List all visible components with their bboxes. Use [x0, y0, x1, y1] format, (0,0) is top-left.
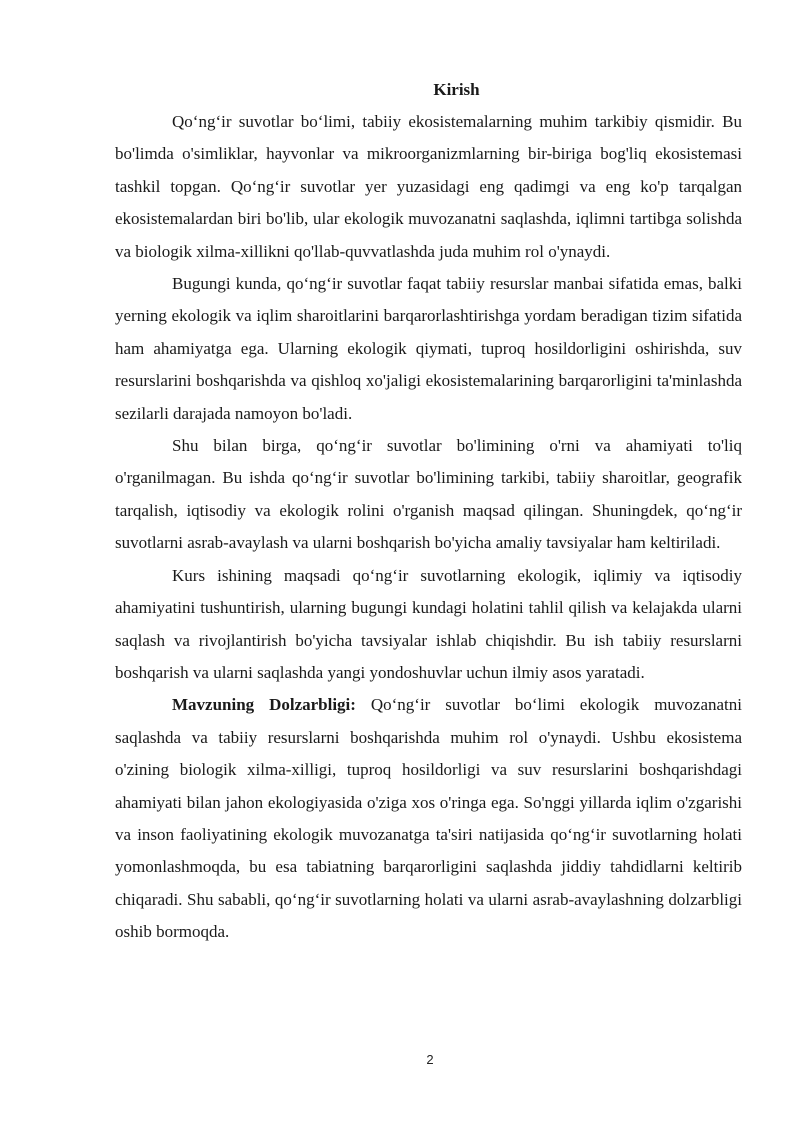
paragraph-research-scope: Shu bilan birga, qo‘ng‘ir suvotlar bo'limining o'rni va ahamiyati to'liq o'rganilmagan. Bu ishda qo‘ng‘ir suvotlar bo'limining tarkibi, tabiiy sharoitlar, geografik tarqalish, iqtisodiy va ekologik rolini o'rganish maqsad qilingan. Shuningdek, qo‘ng‘ir suvotlarni asrab-avaylash va ularni boshqarish bo'yicha amaliy tavsiyalar ham keltiriladi.: [115, 436, 742, 553]
relevance-label: Mavzuning Dolzarbligi:: [172, 695, 356, 715]
page-number: 2: [426, 1052, 434, 1067]
document-page: [115, 74, 742, 949]
paragraph-course-goal: Kurs ishining maqsadi qo‘ng‘ir suvotlarning ekologik, iqlimiy va iqtisodiy ahamiyatini tushuntirish, ularning bugungi kundagi holatini tahlil qilish va kelajakda ularni saqlash va rivojlantirish bo'yicha tavsiyalar ishlab chiqishdir. Bu ish tabiiy resurslarni boshqarish va ularni saqlashda yangi yondoshuvlar uchun ilmiy asos yaratadi.: [115, 565, 742, 682]
paragraph-relevance: [115, 689, 742, 948]
paragraph-intro: Qo‘ng‘ir suvotlar bo‘limi, tabiiy ekosistemalarning muhim tarkibiy qismidir. Bu bo'limda o'simliklar, hayvonlar va mikroorganizmlarning bir-biriga bog'liq ekosistemasi tashkil topgan. Qo‘ng‘ir suvotlar yer yuzasidagi eng qadimgi va eng ko'p tarqalgan ekosistemalardan biri bo'lib, ular ekologik muvozanatni saqlashda, iqlimni tartibga solishda va biologik xilma-xillikni qo'llab-quvvatlashda juda muhim rol o'ynaydi.: [115, 112, 742, 261]
section-heading: Kirish: [433, 80, 480, 99]
relevance-text: Qo‘ng‘ir suvotlar bo‘limi ekologik muvozanatni saqlashda va tabiiy resurslarni boshqarishda muhim rol o'ynaydi. Ushbu ekosistema o'zining biologik xilma-xilligi, tuproq hosildorligi va suv resurslarini boshqarishdagi ahamiyati bilan jahon ekologiyasida o'ziga xos o'ringa ega. So'nggi yillarda iqlim o'zgarishi va inson faoliyatining ekologik muvozanatga ta'siri natijasida qo‘ng‘ir suvotlarning holati yomonlashmoqda, bu esa tabiatning barqarorligini saqlashda jiddiy tahdidlarni keltirib chiqaradi. Shu sababli, qo‘ng‘ir suvotlarning holati va ularni asrab-avaylashning dolzarbligi oshib bormoqda.: [115, 695, 742, 942]
paragraph-importance: Bugungi kunda, qo‘ng‘ir suvotlar faqat tabiiy resurslar manbai sifatida emas, balki yerning ekologik va iqlim sharoitlarini barqarorlashtirishga yordam beradigan tizim sifatida ham ahamiyatga ega. Ularning ekologik qiymati, tuproq hosildorligini oshirishda, suv resurslarini boshqarishda va qishloq xo'jaligi ekosistemalarining barqarorligini ta'minlashda sezilarli darajada namoyon bo'ladi.: [115, 274, 742, 423]
